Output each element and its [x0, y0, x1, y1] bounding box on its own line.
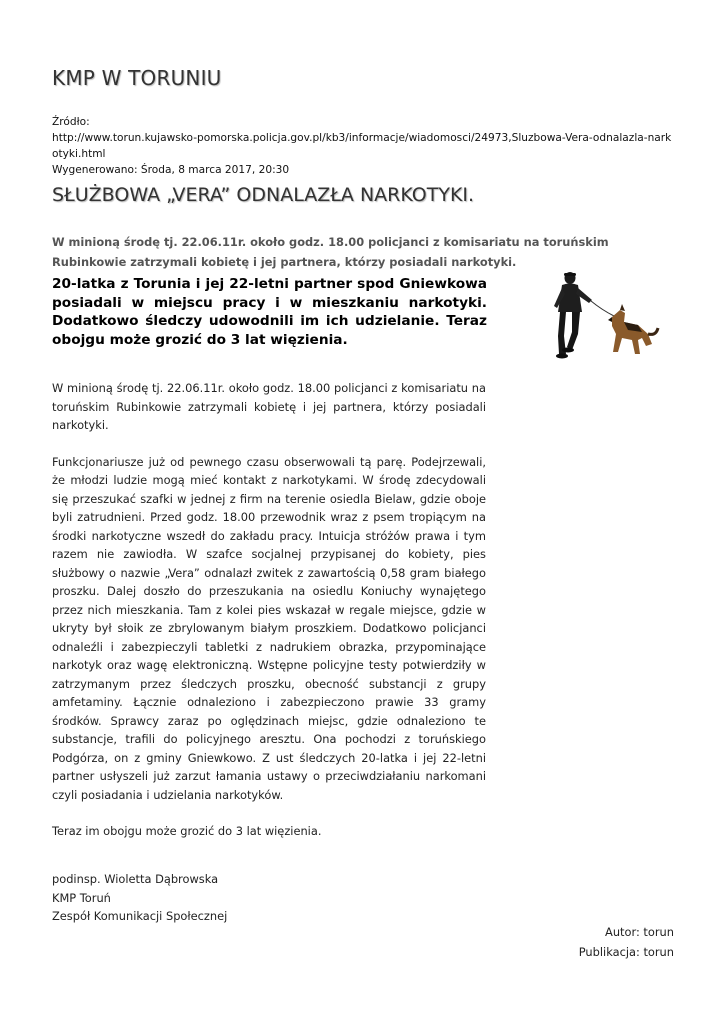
source-block — [52, 114, 674, 178]
publication-meta — [579, 922, 674, 962]
publication-line: Publikacja: torun — [578, 945, 674, 959]
signature-author-name: podinsp. Wioletta Dąbrowska — [52, 872, 219, 886]
author-line: Autor: torun — [605, 925, 674, 939]
article-title: SŁUŻBOWA „VERA” ODNALAZŁA NARKOTYKI. — [52, 184, 475, 206]
body-paragraph-3: Teraz im obojgu może grozić do 3 lat więzienia. — [52, 824, 322, 838]
body-paragraph-1: W minioną środę tj. 22.06.11r. około godz. 18.00 policjanci z komisariatu na toruńskim Rubinkowie zatrzymali kobietę i jej partnera, którzy posiadali narkotyki. — [52, 381, 486, 432]
source-url: http://www.torun.kujawsko-pomorska.policja.gov.pl/kb3/informacje/wiadomosci/24973,Sluzbowa-Vera-odnalazla-narkotyki.html — [52, 132, 672, 160]
article-summary: 20-latka z Torunia i jej 22-letni partner spod Gniewkowa posiadali w miejscu pracy i w mieszkaniu narkotyki. Dodatkowo śledczy udowodnili im ich udzielanie. Teraz obojgu może grozić do 3 lat więzienia. — [52, 276, 487, 348]
signature-team: Zespół Komunikacji Społecznej — [52, 909, 228, 923]
body-paragraph-2: Funkcjonariusze już od pewnego czasu obserwowali tą parę. Podejrzewali, że młodzi ludzie mogą mieć kontakt z narkotykami. W środę zdecydowali się przeszukać szafki w jednej z firm na terenie osiedla Bielaw, gdzie oboje byli zatrudnieni. Przed godz. 18.00 przewodnik wraz z psem tropiącym na środki narkotyczne wszedł do zakładu pracy. Intuicja stróżów prawa i tym razem nie zawiodła. W szafce socjalnej przypisanej do kobiety, pies służbowy o nazwie „Vera” odnalazł zwitek z zawartością 0,58 gram białego proszku. Dalej doszło do przeszukania na osiedlu Koniuchy wynajętego przez nich mieszkania. Tam z kolei pies wskazał w regale miejsce, gdzie w ukryty był słoik ze zbrylowanym białym proszkiem. Dodatkowo policjanci odnaleźli i zabezpieczyli tabletki z nadrukiem obrazka, przypominające narkotyk oraz wagę elektroniczną. Wstępne policyjne testy potwierdziły w zatrzymanym przez śledczych proszku, obecność substancji z grupy amfetaminy. Łącznie odnaleziono i zabezpieczono prawie 33 gramy środków. Sprawcy zaraz po oględzinach miejsc, gdzie odnaleziono te substancje, trafili do policyjnego aresztu. Ona pochodzi z toruńskiego Podgórza, on z gminy Gniewkowo. Z ust śledczych 20-latka i jej 22-letni partner usłyszeli już zarzut łamania ustawy o przeciwdziałaniu narkomani czyli posiadania i udzielania narkotyków. — [52, 454, 486, 802]
site-title: KMP W TORUNIU — [52, 66, 222, 90]
signature-block — [52, 870, 352, 926]
article-lead: W minioną środę tj. 22.06.11r. około godz. 18.00 policjanci z komisariatu na toruńskim Rubinkowie zatrzymali kobietę i jej partnera, którzy posiadali narkotyki. — [52, 235, 609, 269]
source-label: Źródło: — [52, 116, 90, 128]
article-body — [52, 379, 486, 859]
generated-date: Wygenerowano: Środa, 8 marca 2017, 20:30 — [52, 164, 290, 176]
police-officer-with-dog-icon — [542, 270, 662, 365]
signature-unit: KMP Toruń — [52, 890, 111, 905]
